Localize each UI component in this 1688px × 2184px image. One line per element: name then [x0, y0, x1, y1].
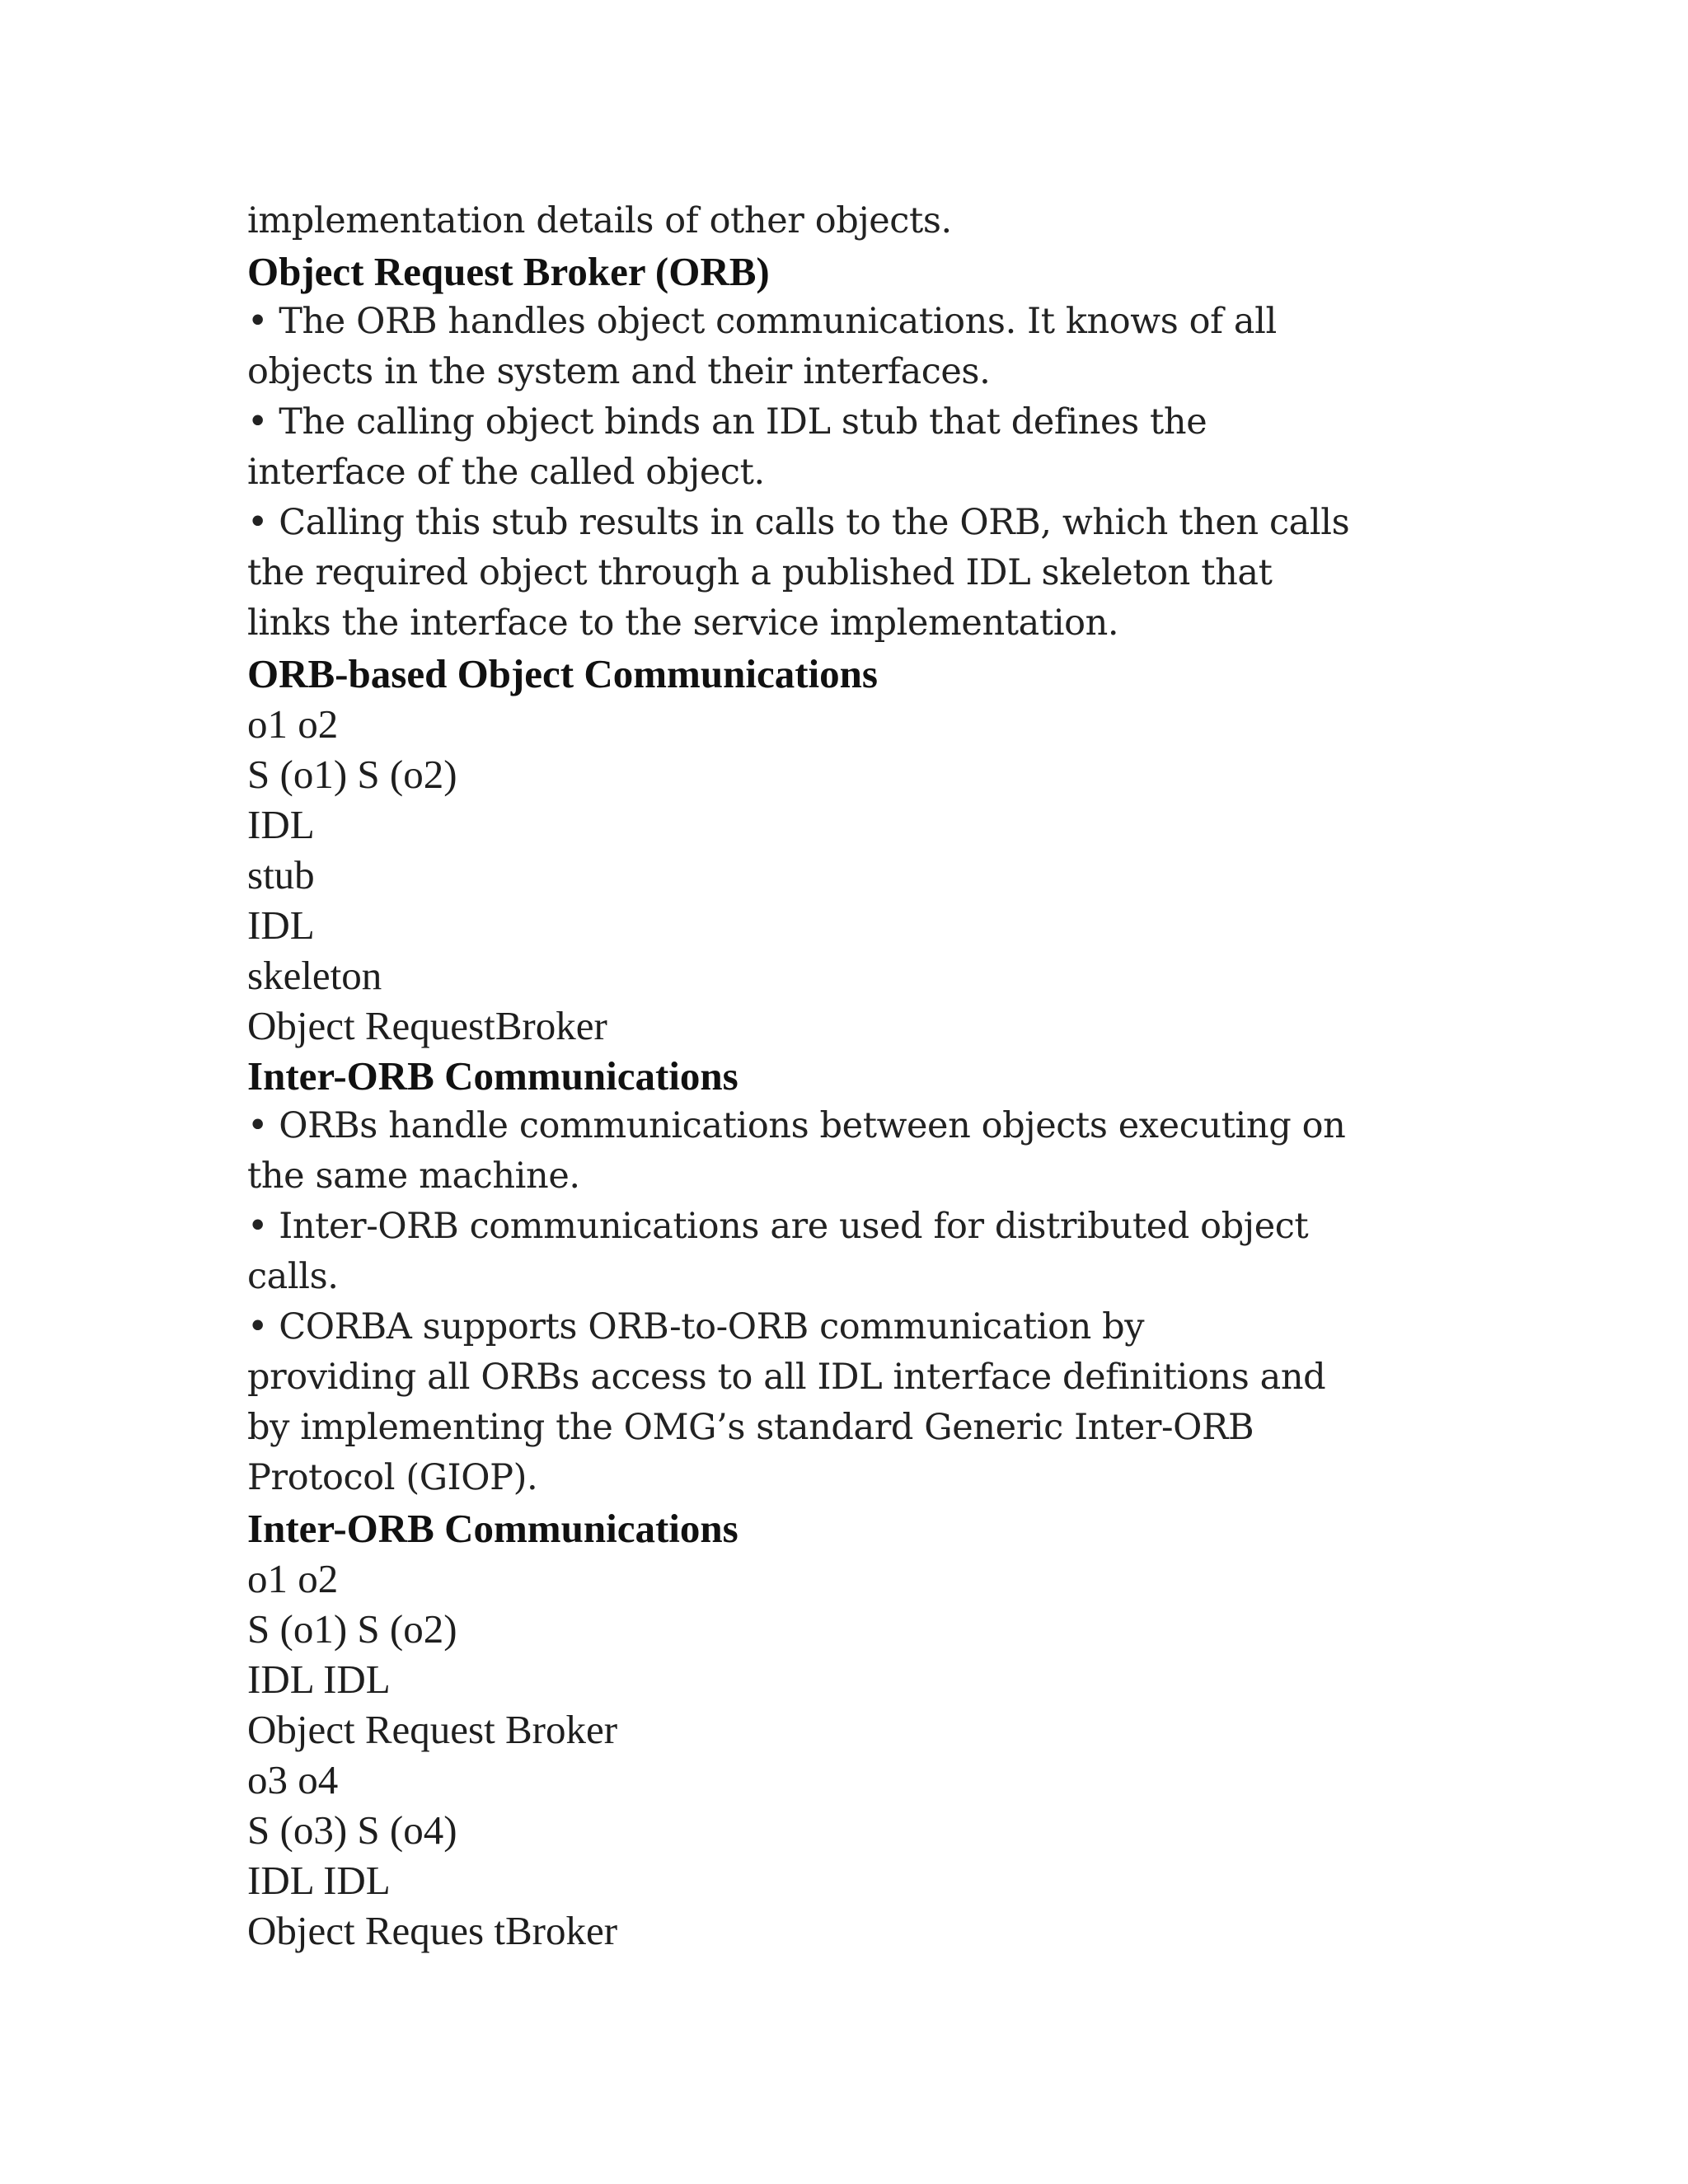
bullet-line: • Calling this stub results in calls to the ORB, which then calls [247, 502, 1350, 543]
body-line: by implementing the OMG’s standard Generic Inter-ORB [247, 1407, 1254, 1448]
diagram-label: Object Request Broker [247, 1707, 618, 1752]
body-line: links the interface to the service implementation. [247, 602, 1119, 644]
diagram-label: IDL [247, 902, 315, 948]
section-heading-orb-based: ORB-based Object Communications [247, 651, 878, 696]
diagram-label: IDL IDL [247, 1858, 391, 1903]
body-line: Protocol (GIOP). [247, 1457, 538, 1498]
body-line: the required object through a published IDL skeleton that [247, 552, 1273, 593]
diagram-label: IDL IDL [247, 1657, 391, 1702]
section-heading-orb: Object Request Broker (ORB) [247, 249, 770, 294]
section-heading-inter-orb: Inter-ORB Communications [247, 1053, 738, 1099]
diagram-label: o1 o2 [247, 701, 339, 747]
diagram-label: o3 o4 [247, 1757, 339, 1802]
bullet-line: • Inter-ORB communications are used for distributed object [247, 1206, 1309, 1247]
bullet-line: • CORBA supports ORB-to-ORB communication by [247, 1306, 1145, 1347]
diagram-label: IDL [247, 802, 315, 847]
bullet-line: • The calling object binds an IDL stub that defines the [247, 401, 1207, 443]
body-line: objects in the system and their interfaces. [247, 351, 991, 392]
diagram-label: Object Reques tBroker [247, 1908, 618, 1953]
diagram-label: S (o3) S (o4) [247, 1807, 457, 1853]
body-line: providing all ORBs access to all IDL interface definitions and [247, 1357, 1326, 1398]
document-page [247, 196, 1352, 1956]
body-line: implementation details of other objects. [247, 200, 952, 241]
diagram-label: S (o1) S (o2) [247, 752, 457, 797]
diagram-label: skeleton [247, 953, 382, 998]
diagram-label: Object RequestBroker [247, 1003, 607, 1048]
body-line: calls. [247, 1256, 339, 1297]
diagram-label: o1 o2 [247, 1556, 339, 1601]
diagram-label: stub [247, 852, 315, 898]
bullet-line: • ORBs handle communications between objects executing on [247, 1105, 1346, 1146]
bullet-line: • The ORB handles object communications. It knows of all [247, 301, 1277, 342]
body-line: interface of the called object. [247, 452, 765, 493]
body-line: the same machine. [247, 1155, 580, 1197]
section-heading-inter-orb-2: Inter-ORB Communications [247, 1506, 738, 1551]
diagram-label: S (o1) S (o2) [247, 1606, 457, 1652]
